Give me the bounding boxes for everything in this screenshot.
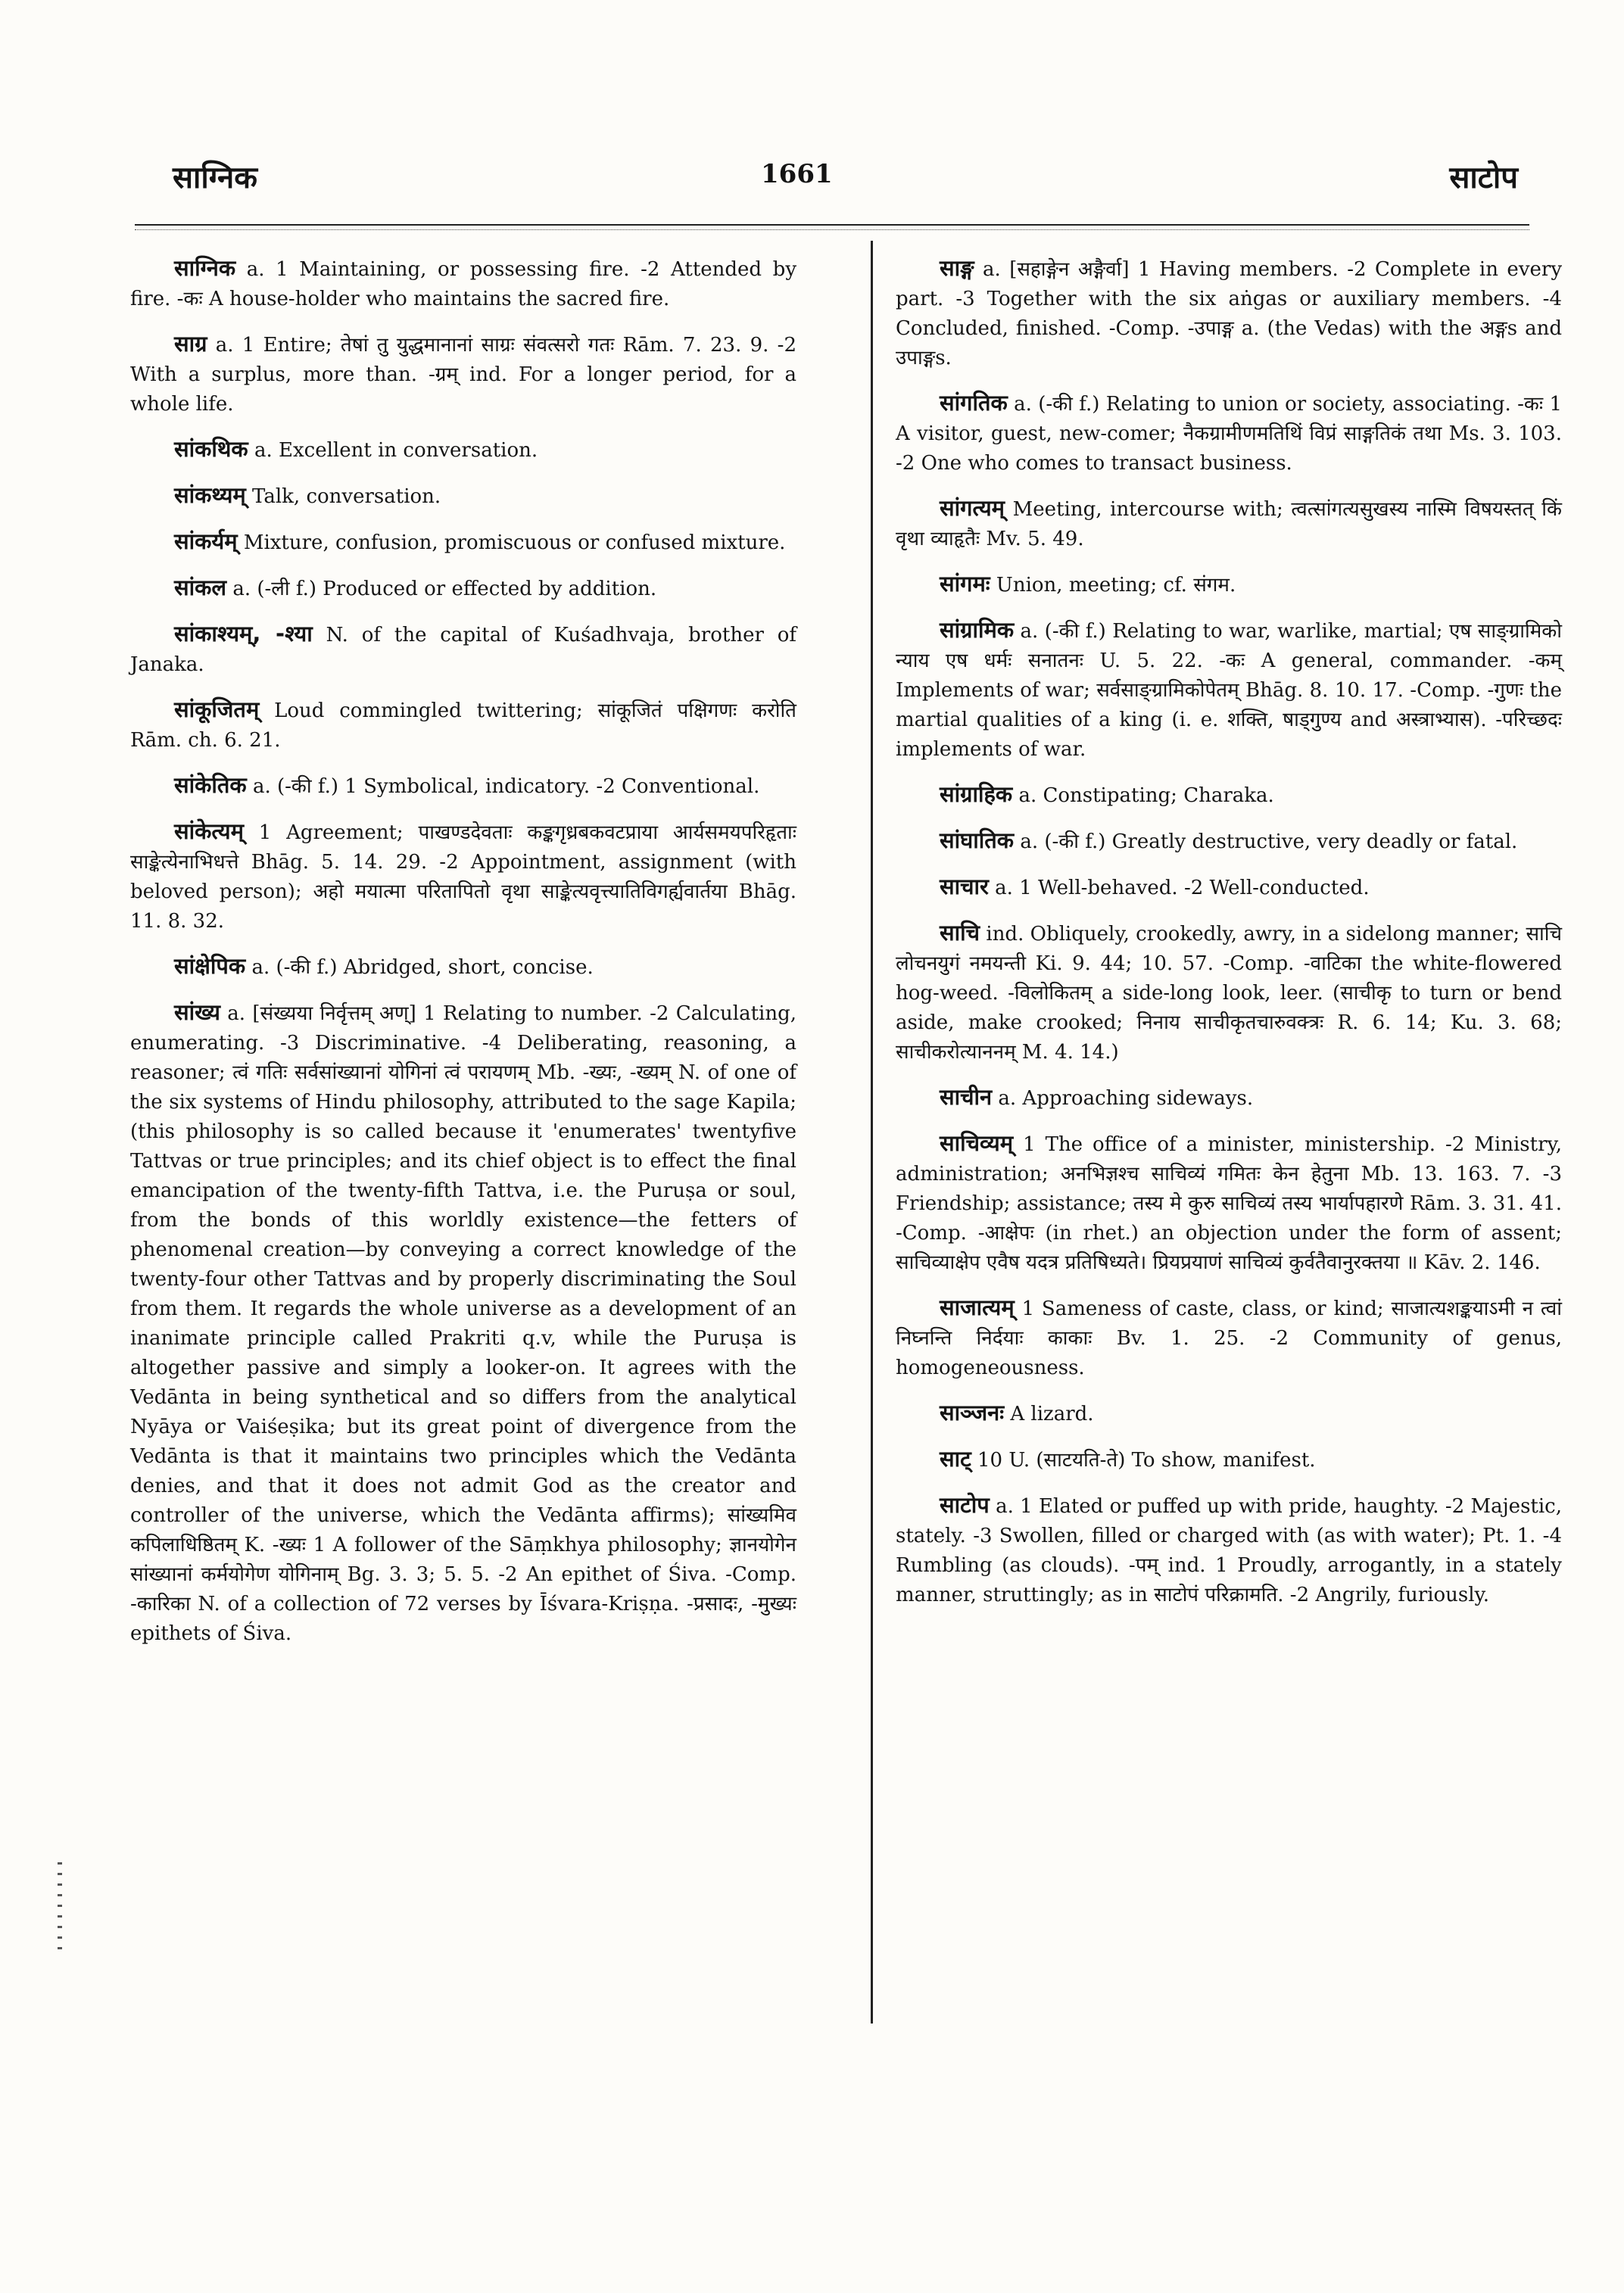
entry-headword: सांकाश्यम्, -श्या — [174, 621, 313, 646]
entry-definition: a. 1 Elated or puffed up with pride, haughty. -2 Majestic, stately. -3 Swollen, filled or charged with (as with water); Pt. 1. -4 Rumbling (as clouds). -पम् ind. 1 Proudly, arrogantly, in a stately manner, struttingly; as in साटोपं परिक्रामति. -2 Angrily, furiously. — [896, 1495, 1562, 1606]
dictionary-entry — [130, 619, 796, 680]
entry-headword: सांकेत्यम् — [174, 818, 244, 844]
entry-headword: सांकूजितम् — [174, 696, 260, 722]
entry-headword: साग्निक — [174, 255, 236, 281]
dictionary-entry — [130, 952, 796, 983]
entry-definition: Talk, conversation. — [252, 485, 441, 508]
dictionary-entry — [130, 998, 796, 1649]
entry-headword: साचार — [940, 874, 989, 899]
entry-headword: सांकर्यम् — [174, 528, 238, 554]
entry-headword: साट् — [940, 1446, 971, 1472]
entry-definition: a. (-की f.) Relating to union or society, associating. -कः 1 A visitor, guest, new-comer; नैकग्रामीणमतिथिं विप्रं साङ्गतिकं तथा Ms. 3. 103. -2 One who comes to transact business. — [896, 393, 1563, 475]
dictionary-entry — [896, 254, 1562, 373]
dictionary-entry — [130, 329, 796, 419]
dictionary-entry — [896, 918, 1562, 1067]
entry-definition: a. 1 Well-behaved. -2 Well-conducted. — [995, 877, 1370, 899]
header-guide-word-right: साटोप — [1449, 160, 1518, 195]
entry-headword: सांकल — [174, 575, 227, 600]
dictionary-entry — [896, 780, 1562, 811]
dictionary-entry — [130, 771, 796, 802]
dictionary-entry — [896, 388, 1562, 478]
page-number: 1661 — [761, 159, 833, 189]
entry-definition: 10 U. (साटयति-ते) To show, manifest. — [977, 1449, 1316, 1472]
entry-definition: a. Constipating; Charaka. — [1018, 784, 1274, 807]
dictionary-entry — [896, 1444, 1562, 1475]
entry-definition: a. (-की f.) Greatly destructive, very deadly or fatal. — [1020, 830, 1518, 853]
entry-headword: साचि — [940, 920, 980, 946]
entry-definition: Loud commingled twittering; सांकूजितं पक्षिगणः करोति Rām. ch. 6. 21. — [130, 699, 796, 752]
dictionary-entry — [130, 695, 796, 756]
column-divider — [871, 241, 873, 2024]
entry-headword: सांकथ्यम् — [174, 482, 246, 508]
entry-definition: 1 Sameness of caste, class, or kind; साजात्यशङ्कयाऽमी न त्वां निघ्नन्ति निर्दयाः काकाः Bv. 1. 25. -2 Community of genus, homogeneousness. — [896, 1298, 1563, 1379]
entry-headword: साग्र — [174, 331, 207, 357]
entry-definition: a. Excellent in conversation. — [254, 439, 538, 462]
header-dotted-rule — [135, 229, 1529, 230]
entry-headword: सांकेतिक — [174, 772, 247, 798]
entry-headword: साजात्यम् — [940, 1294, 1015, 1320]
entry-headword: सांघातिक — [940, 827, 1015, 853]
dictionary-entry — [896, 569, 1562, 600]
entry-definition: a. 1 Maintaining, or possessing fire. -2 Attended by fire. -कः A house-holder who maintains the sacred fire. — [130, 258, 797, 310]
entry-definition: 1 Agreement; पाखण्डदेवताः कङ्कगृध्रबकवटप्राया आर्यसमयपरिहृताः साङ्केत्येनाभिधत्ते Bhāg. 5. 14. 29. -2 Appointment, assignment (with beloved person); अहो मयात्मा परितापितो वृथा साङ्केत्यवृत्त्यातिविगर्ह्यवार्तया Bhāg. 11. 8. 32. — [130, 821, 796, 933]
entry-headword: सांग्राहिक — [940, 781, 1013, 807]
entry-definition: a. 1 Entire; तेषां तु युद्धमानानां साग्रः संवत्सरो गतः Rām. 7. 23. 9. -2 With a surplus, more than. -ग्रम् ind. For a longer period, for a whole life. — [130, 334, 797, 416]
entry-definition: a. (-की f.) Relating to war, warlike, martial; एष साङ्ग्रामिको न्याय एष धर्मः सनातनः U. 5. 22. -कः A general, commander. -कम् Implements of war; सर्वसाङ्ग्रामिकोपेतम् Bhāg. 8. 10. 17. -Comp. -गुणः the martial qualities of a king (i. e. शक्ति, षाड्गुण्य and अस्त्राभ्यास). -परिच्छदः implements of war. — [896, 620, 1562, 761]
dictionary-entry — [130, 435, 796, 466]
right-column — [896, 254, 1562, 1625]
entry-definition: a. [संख्यया निर्वृत्तम् अण्] 1 Relating to number. -2 Calculating, enumerating. -3 Discriminative. -4 Deliberating, reasoning, a reasoner; त्वं गतिः सर्वसांख्यानां योगिनां त्वं परायणम् Mb. -ख्यः, -ख्यम् N. of one of the six systems of Hindu philosophy, attributed to the sage Kapila; (this philosophy is so called because it 'enumerates' twentyfive Tattvas or true principles; and its chief object is to effect the final emancipation of the twenty-fifth Tattva, i.e. the Puruṣa or soul, from the bonds of this worldly existence—the fetters of phenomenal creation—by conveying a correct knowledge of the twenty-four other Tattvas and by properly discriminating the Soul from them. It regards the whole universe as a development of an inanimate principle called Prakriti q.v, while the Puruṣa is altogether passive and simply a looker-on. It agrees with the Vedānta in being synthetical and so differs from the analytical Nyāya or Vaiśeṣika; but its great point of divergence from the Vedānta is that it maintains two principles which the Vedānta denies, and that it does not admit God as the creator and controller of the universe, which the Vedānta affirms); सांख्यमिव कपिलाधिष्ठितम् K. -ख्यः 1 A follower of the Sāṃkhya philosophy; ज्ञानयोगेन सांख्यानां कर्मयोगेण योगिनाम् Bg. 3. 3; 5. 5. -2 An epithet of Śiva. -Comp. -कारिका N. of a collection of 72 verses by Īśvara-Kriṣṇa. -प्रसादः, -मुख्यः epithets of Śiva. — [130, 1002, 796, 1645]
header-guide-word-left: साग्निक — [173, 160, 257, 195]
entry-headword: सांगतिक — [940, 390, 1008, 416]
dictionary-entry — [896, 1129, 1562, 1278]
dictionary-entry — [896, 615, 1562, 765]
dictionary-entry — [896, 1398, 1562, 1429]
left-column — [130, 254, 796, 1664]
entry-headword: सांकथिक — [174, 436, 248, 462]
dictionary-entry — [896, 1491, 1562, 1610]
page-header — [0, 0, 1624, 227]
dictionary-entry — [130, 573, 796, 604]
dictionary-entry — [896, 872, 1562, 903]
entry-headword: सांगमः — [940, 571, 990, 597]
entry-definition: a. [सहाङ्गेन अङ्गैर्वा] 1 Having members. -2 Complete in every part. -3 Together with the six aṅgas or auxiliary members. -4 Concluded, finished. -Comp. -उपाङ्ग a. (the Vedas) with the अङ्गs and उपाङ्गs. — [896, 258, 1563, 369]
entry-headword: साटोप — [940, 1492, 990, 1518]
dictionary-entry — [130, 254, 796, 314]
entry-definition: 1 The office of a minister, ministership. -2 Ministry, administration; अनभिज्ञश्च साचिव्यं गमितः केन हेतुना Mb. 13. 163. 7. -3 Friendship; assistance; तस्य मे कुरु साचिव्यं तस्य भार्यापहारणे Rām. 3. 31. 41. -Comp. -आक्षेपः (in rhet.) an objection under the form of assent; साचिव्याक्षेप एवैष यदत्र प्रतिषिध्यते। प्रियप्रयाणं साचिव्यं कुर्वतैवानुरक्तया ॥ Kāv. 2. 146. — [896, 1133, 1563, 1274]
header-rule — [135, 224, 1529, 226]
margin-marks — [58, 1862, 62, 1953]
dictionary-entry — [130, 817, 796, 936]
entry-definition: A lizard. — [1010, 1403, 1094, 1425]
entry-definition: a. (-की f.) Abridged, short, concise. — [251, 956, 594, 979]
entry-definition: N. of the capital of Kuśadhvaja, brother of Janaka. — [130, 624, 796, 676]
dictionary-entry — [896, 1083, 1562, 1114]
entry-definition: Union, meeting; cf. संगम. — [996, 574, 1236, 597]
entry-headword: साचीन — [940, 1084, 993, 1110]
entry-headword: साचिव्यम् — [940, 1130, 1014, 1156]
entry-definition: a. (-ली f.) Produced or effected by addition. — [232, 578, 657, 600]
entry-headword: साङ्ग — [940, 255, 974, 281]
entry-definition: ind. Obliquely, crookedly, awry, in a sidelong manner; साचि लोचनयुगं नमयन्ती Ki. 9. 44; 10. 57. -Comp. -वाटिका the white-flowered hog-weed. -विलोकितम् a side-long look, leer. (साचीकृ to turn or bend aside, make crooked; निनाय साचीकृतचारुवक्त्रः R. 6. 14; Ku. 3. 68; साचीकरोत्याननम् M. 4. 14.) — [896, 923, 1563, 1064]
entry-headword: साञ्जनः — [940, 1400, 1005, 1425]
entry-headword: सांख्य — [174, 999, 220, 1025]
dictionary-entry — [130, 481, 796, 512]
entry-definition: Mixture, confusion, promiscuous or confused mixture. — [243, 531, 786, 554]
dictionary-entry — [896, 494, 1562, 554]
entry-headword: सांक्षेपिक — [174, 953, 246, 979]
entry-headword: सांगत्यम् — [940, 495, 1005, 521]
dictionary-entry — [130, 527, 796, 558]
entry-headword: सांग्रामिक — [940, 617, 1015, 643]
entry-definition: Meeting, intercourse with; त्वत्सांगत्यसुखस्य नास्मि विषयस्तत् किं वृथा व्याहृतैः Mv. 5. 49. — [896, 498, 1563, 550]
entry-definition: a. Approaching sideways. — [998, 1087, 1254, 1110]
dictionary-entry — [896, 826, 1562, 857]
entry-definition: a. (-की f.) 1 Symbolical, indicatory. -2 Conventional. — [252, 775, 760, 798]
dictionary-entry — [896, 1293, 1562, 1383]
